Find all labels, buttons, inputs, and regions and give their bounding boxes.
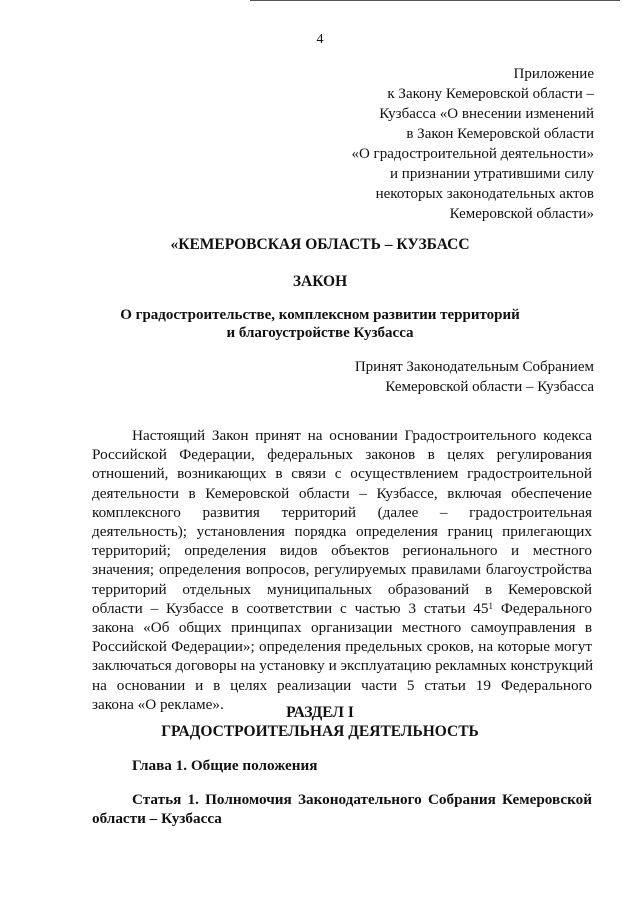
top-rule (250, 0, 620, 1)
law-heading: ЗАКОН (292, 273, 348, 290)
appendix-line: Кемеровской области» (449, 206, 594, 222)
line-text: области – Кузбассе в соответствии с частью 3 статьи 45 (92, 599, 489, 617)
paragraph-line: комплексного развития территорий (далее – градостроительная (92, 503, 592, 521)
section-name: ГРАДОСТРОИТЕЛЬНАЯ ДЕЯТЕЛЬНОСТЬ (161, 723, 479, 740)
article-heading (92, 790, 592, 828)
paragraph-line: деятельность); установления порядка определения границ прилегающих (92, 523, 592, 541)
paragraph-line: значения; определения вопросов, регулируемых правилами благоустройства (92, 561, 592, 579)
paragraph-line: Российской Федерации»; определения предельных сроков, на которые могут (92, 638, 592, 656)
law-title-line: О градостроительстве, комплексном развитии территорий (120, 307, 520, 323)
appendix-line: некоторых законодательных актов (375, 186, 594, 202)
adopted-line: Принят Законодательным Собранием (354, 359, 594, 375)
appendix-line: и признании утратившими силу (390, 166, 594, 182)
appendix-line: «О градостроительной деятельности» (351, 146, 594, 162)
region-heading: «КЕМЕРОВСКАЯ ОБЛАСТЬ – КУЗБАСС (170, 236, 470, 253)
appendix-line: Кузбасса «О внесении изменений (379, 106, 594, 122)
paragraph-line: заключаться договоры на установку и эксплуатацию рекламных конструкций (92, 657, 594, 675)
paragraph-line: закона «Об общих принципах организации местного самоуправления в (92, 619, 592, 637)
paragraph-line: отношений, возникающих в связи с осуществлением градостроительной (92, 465, 592, 483)
adopted-block (264, 357, 594, 397)
article-line: Статья 1. Полномочия Законодательного Собрания Кемеровской (132, 791, 592, 808)
appendix-block (264, 64, 594, 224)
page-number: 4 (316, 32, 324, 47)
paragraph-line: Российской Федерации, федеральных законов в целях регулирования (92, 446, 592, 464)
paragraph-line: территорий; определения видов объектов регионального и местного (92, 542, 592, 560)
section-heading (0, 703, 640, 741)
law-title (0, 306, 640, 342)
preamble-paragraph (92, 426, 592, 714)
adopted-line: Кемеровской области – Кузбасса (385, 379, 594, 395)
section-number: РАЗДЕЛ I (286, 704, 354, 721)
law-title-line: и благоустройстве Кузбасса (226, 325, 414, 341)
paragraph-line: закона «О рекламе». (92, 695, 224, 713)
line-tail: Федерального (493, 599, 592, 617)
paragraph-line-with-superscript (92, 599, 592, 618)
appendix-line: Приложение (513, 66, 594, 82)
appendix-line: к Закону Кемеровской области – (387, 86, 594, 102)
article-line: области – Кузбасса (92, 810, 222, 827)
paragraph-line: территорий отдельных муниципальных образований в Кемеровской (92, 580, 592, 598)
superscript: 1 (488, 600, 493, 611)
chapter-heading: Глава 1. Общие положения (132, 757, 318, 774)
paragraph-line: деятельности в Кемеровской области – Кузбассе, включая обеспечение (92, 484, 592, 502)
paragraph-line: Настоящий Закон принят на основании Градостроительного кодекса (132, 427, 592, 444)
appendix-line: в Закон Кемеровской области (406, 126, 594, 142)
paragraph-line: на основании и в целях реализации части 5 статьи 19 Федерального (92, 676, 592, 694)
